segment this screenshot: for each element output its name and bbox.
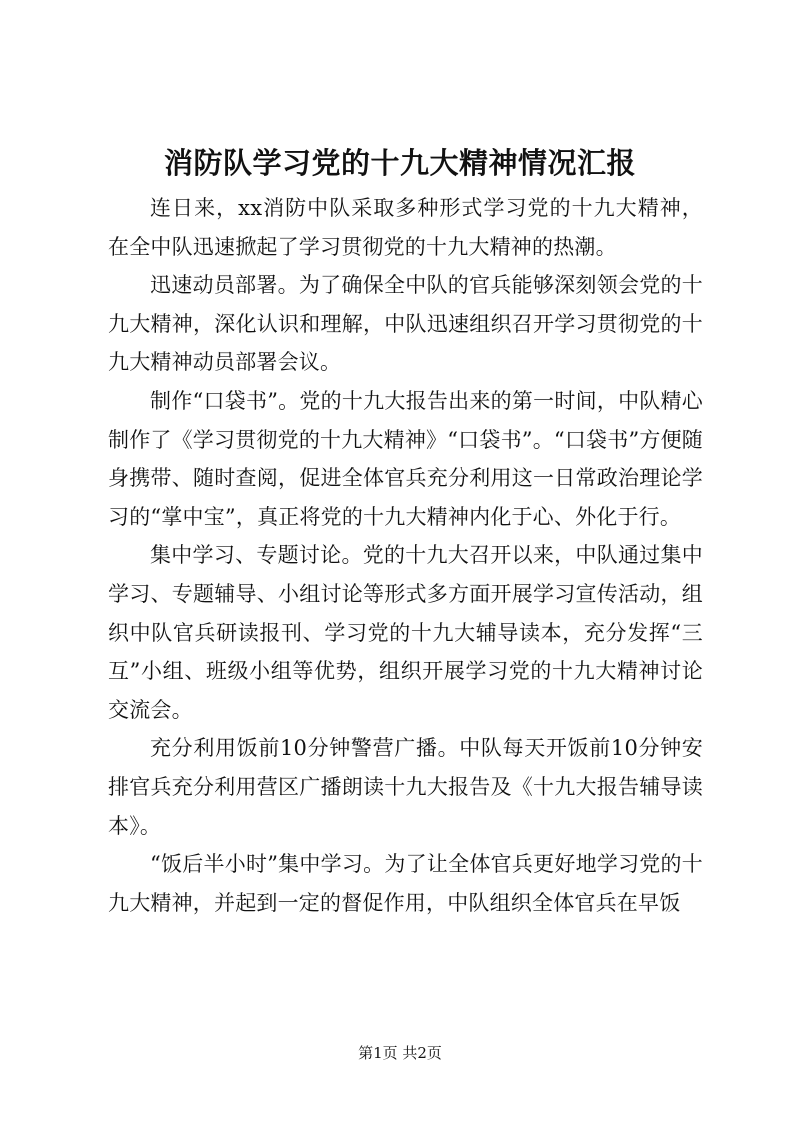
document-body (108, 189, 703, 922)
page-footer: 第1页 共2页 (358, 1044, 442, 1062)
paragraph-broadcast: 充分利用饭前10分钟警营广播。中队每天开饭前10分钟安排官兵充分利用营区广播朗读十九大报告及《十九大报告辅导读本》。 (108, 736, 703, 838)
document-title: 消防队学习党的十九大精神情况汇报 (163, 146, 636, 180)
paragraph-after-meal-study: “饭后半小时”集中学习。为了让全体官兵更好地学习党的十九大精神，并起到一定的督促作用，中队组织全体官兵在早饭 (108, 852, 703, 915)
paragraph-pocket-book: 制作“口袋书”。党的十九大报告出来的第一时间，中队精心制作了《学习贯彻党的十九大精神》“口袋书”。“口袋书”方便随身携带、随时查阅，促进全体官兵充分利用这一日常政治理论学习的“掌中宝”，真正将党的十九大精神内化于心、外化于行。 (108, 388, 703, 529)
paragraph-mobilization: 迅速动员部署。为了确保全中队的官兵能够深刻领会党的十九大精神，深化认识和理解，中队迅速组织召开学习贯彻党的十九大精神动员部署会议。 (108, 273, 703, 375)
paragraph-intro: 连日来，xx消防中队采取多种形式学习党的十九大精神，在全中队迅速掀起了学习贯彻党的十九大精神的热潮。 (108, 196, 703, 259)
paragraph-focused-study: 集中学习、专题讨论。党的十九大召开以来，中队通过集中学习、专题辅导、小组讨论等形式多方面开展学习宣传活动，组织中队官兵研读报刊、学习党的十九大辅导读本，充分发挥“三互”小组、班级小组等优势，组织开展学习党的十九大精神讨论交流会。 (108, 543, 703, 722)
